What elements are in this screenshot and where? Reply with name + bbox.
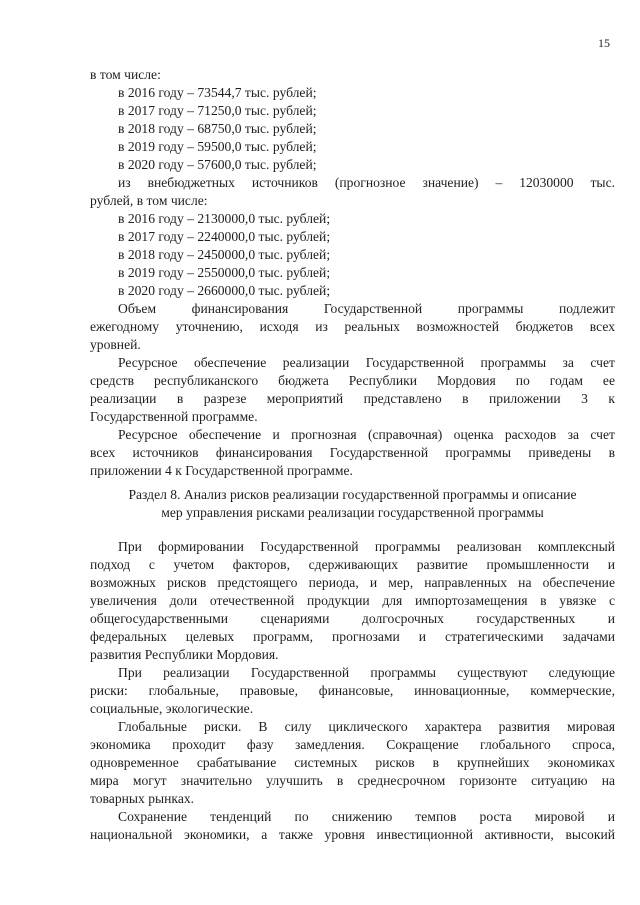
text-line: в 2017 году – 2240000,0 тыс. рублей; [118,229,331,244]
text-line: возможных рисков предстоящего периода, и мер, направленных на обеспечение [90,575,615,590]
text-line: реализации в разрезе мероприятий представлено в приложении 3 к [90,391,615,406]
text-line: в 2018 году – 2450000,0 тыс. рублей; [118,247,331,262]
section-heading: мер управления рисками реализации государственной программы [161,505,544,520]
text-line: в том числе: [90,67,161,82]
text-line: всех источников финансирования Государственной программы приведены в [90,445,615,460]
text-line: Ресурсное обеспечение реализации Государственной программы за счет [118,355,615,370]
text-line: мира могут значительно улучшить в среднесрочном горизонте ситуацию на [90,773,615,788]
text-line: подход с учетом факторов, сдерживающих развитие промышленности и [90,557,615,572]
text-line: одновременное срабатывание системных рисков в крупнейших экономиках [90,755,615,770]
text-line: развития Республики Мордовия. [90,647,279,662]
text-line: Ресурсное обеспечение и прогнозная (справочная) оценка расходов за счет [118,427,615,442]
text-line: в 2019 году – 59500,0 тыс. рублей; [118,139,317,154]
text-line: уровней. [90,337,141,352]
text-line: риски: глобальные, правовые, финансовые, инновационные, коммерческие, [90,683,615,698]
text-line: в 2018 году – 68750,0 тыс. рублей; [118,121,317,136]
text-line: приложении 4 к Государственной программе. [90,463,353,478]
text-line: общегосударственными сценариями долгосрочных государственных и [90,611,615,626]
text-line: в 2020 году – 2660000,0 тыс. рублей; [118,283,331,298]
text-line: национальной экономики, а также уровня инвестиционной активности, высокий [90,827,615,842]
text-line: федеральных целевых программ, прогнозами и стратегическими задачами [90,629,615,644]
text-line: При реализации Государственной программы существуют следующие [118,665,615,680]
text-line: товарных рынках. [90,791,195,806]
page-number: 15 [598,36,610,50]
text-line: При формировании Государственной программы реализован комплексный [118,539,615,554]
text-line: Глобальные риски. В силу циклического характера развития мировая [118,719,615,734]
text-line: в 2016 году – 2130000,0 тыс. рублей; [118,211,331,226]
text-line: средств республиканского бюджета Республики Мордовия по годам ее [90,373,615,388]
text-line: социальные, экологические. [90,701,254,716]
text-line: увеличения доли отечественной продукции для импортозамещения в увязке с [90,593,615,608]
text-line: Сохранение тенденций по снижению темпов роста мировой и [118,809,615,824]
text-line: Государственной программе. [90,409,258,424]
text-line: в 2017 году – 71250,0 тыс. рублей; [118,103,317,118]
text-line: в 2016 году – 73544,7 тыс. рублей; [118,85,317,100]
text-line: в 2020 году – 57600,0 тыс. рублей; [118,157,317,172]
text-line: в 2019 году – 2550000,0 тыс. рублей; [118,265,331,280]
text-line: экономика проходит фазу замедления. Сокращение глобального спроса, [90,737,615,752]
text-line: рублей, в том числе: [90,193,208,208]
text-line: ежегодному уточнению, исходя из реальных возможностей бюджетов всех [90,319,615,334]
section-heading: Раздел 8. Анализ рисков реализации государственной программы и описание [128,487,577,502]
text-line: Объем финансирования Государственной программы подлежит [118,301,615,316]
text-line: из внебюджетных источников (прогнозное значение) – 12030000 тыс. [118,175,615,190]
